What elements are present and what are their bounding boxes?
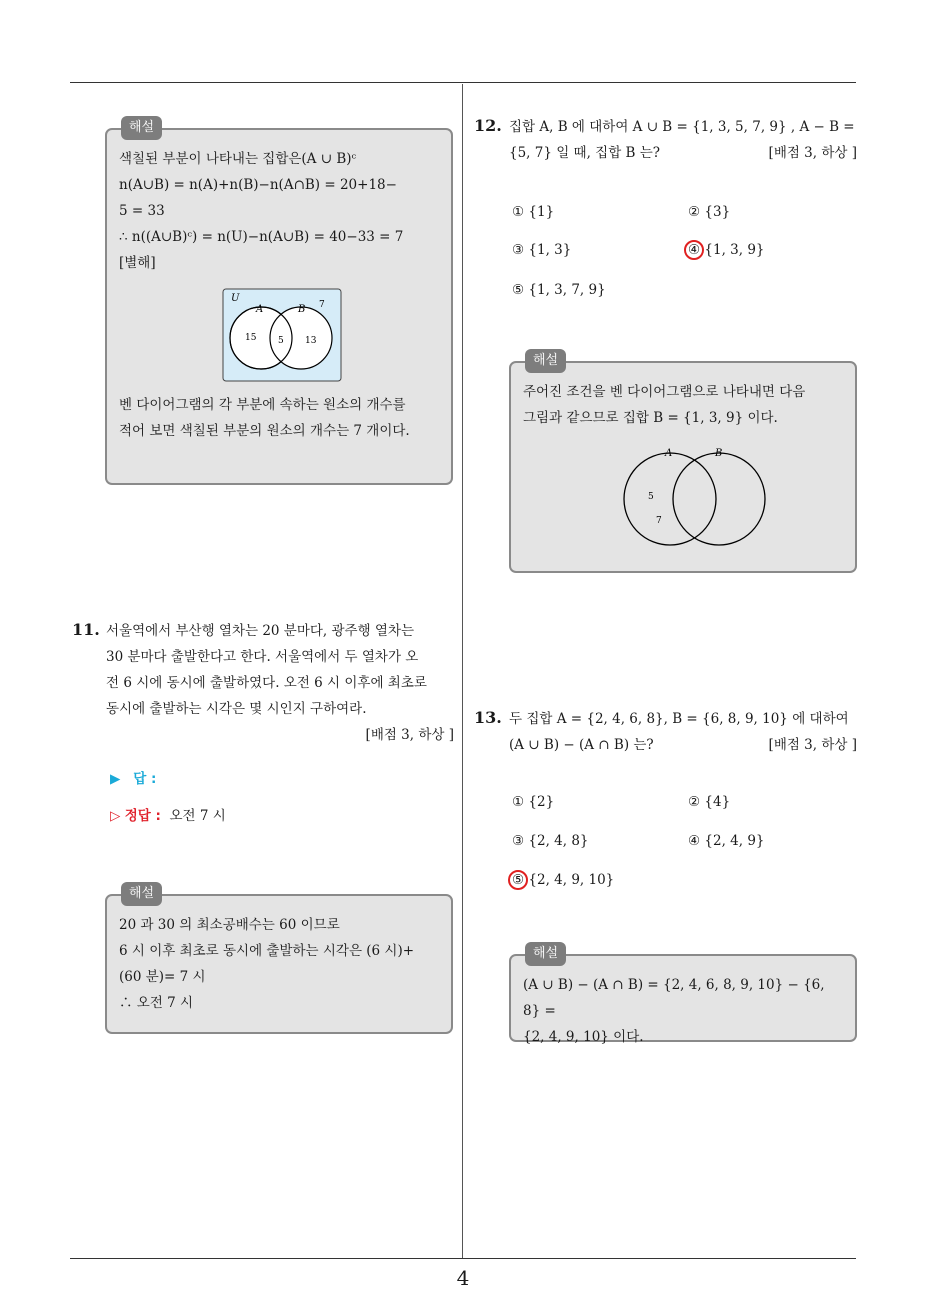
solution-line: (60 분)= 7 시 <box>119 969 206 985</box>
venn-both-value: 5 <box>278 336 284 346</box>
solution-box-10 <box>105 120 453 485</box>
triangle-outline-icon: ▷ <box>110 808 121 824</box>
solution-line: {2, 4, 9, 10} 이다. <box>523 1029 644 1045</box>
choice-4[interactable]: ④ {1, 3, 9} <box>688 242 765 258</box>
solution-line: 5 = 33 <box>119 203 165 219</box>
venn-value: 7 <box>656 516 662 526</box>
venn-label-a: A <box>665 448 673 459</box>
top-rule <box>70 82 856 83</box>
question-score: [배점 3, 하상 ] <box>768 145 857 161</box>
choice-2[interactable]: ② {4} <box>688 794 731 810</box>
venn-label-a: A <box>256 304 264 315</box>
question-number-13: 13. <box>474 708 502 727</box>
question-score: [배점 3, 하상 ] <box>768 737 857 753</box>
correct-answer-label: 정답 : <box>124 808 161 824</box>
solution-line: 적어 보면 색칠된 부분의 원소의 개수는 7 개이다. <box>119 423 410 439</box>
solution-box-12 <box>509 353 857 573</box>
venn-only-a-value: 15 <box>245 333 257 343</box>
question-line: 집합 A, B 에 대하여 A ∪ B = {1, 3, 5, 7, 9} , A − B = <box>509 119 855 135</box>
answer-row <box>110 766 156 792</box>
answer-label: 답 : <box>133 771 157 787</box>
question-line: (A ∪ B) − (A ∩ B) 는? <box>509 737 654 753</box>
solution-line: (A ∪ B) − (A ∩ B) = {2, 4, 6, 8, 9, 10} − {6, 8} = <box>523 977 825 1019</box>
venn-value: 5 <box>648 492 654 502</box>
question-number-11: 11. <box>72 620 100 639</box>
question-line: 서울역에서 부산행 열차는 20 분마다, 광주행 열차는 <box>106 623 415 639</box>
question-line: 30 분마다 출발한다고 한다. 서울역에서 두 열차가 오 <box>106 649 419 665</box>
question-line: 동시에 출발하는 시각은 몇 시인지 구하여라. <box>106 701 367 717</box>
venn-universe-label: U <box>231 293 240 304</box>
choice-1[interactable]: ① {2} <box>512 794 555 810</box>
venn-outside-value: 7 <box>319 300 325 310</box>
choice-4[interactable]: ④ {2, 4, 9} <box>688 833 765 849</box>
solution-tag: 해설 <box>121 882 162 906</box>
solution-line: ∴ 오전 7 시 <box>119 995 194 1011</box>
solution-tag: 해설 <box>525 349 566 373</box>
solution-tag: 해설 <box>121 116 162 140</box>
venn-only-b-value: 13 <box>305 336 317 346</box>
venn-diagram-shaded <box>119 282 443 386</box>
choice-3[interactable]: ③ {2, 4, 8} <box>512 833 589 849</box>
solution-line: 20 과 30 의 최소공배수는 60 이므로 <box>119 917 340 933</box>
solution-line: n(A∪B) = n(A)+n(B)−n(A∩B) = 20+18− <box>119 177 397 193</box>
venn-label-b: B <box>715 448 723 459</box>
question-12-text <box>509 114 857 166</box>
question-11-text <box>106 618 454 748</box>
choice-5[interactable]: ⑤ {1, 3, 7, 9} <box>512 282 606 298</box>
question-number-12: 12. <box>474 116 502 135</box>
venn-diagram <box>523 441 847 551</box>
solution-line: 색칠된 부분이 나타내는 집합은(A ∪ B)ᶜ <box>119 151 357 167</box>
choice-3[interactable]: ③ {1, 3} <box>512 242 572 258</box>
question-line: 두 집합 A = {2, 4, 6, 8}, B = {6, 8, 9, 10} 에 대하여 <box>509 711 849 727</box>
solution-line: 그림과 같으므로 집합 B = {1, 3, 9} 이다. <box>523 410 778 426</box>
solution-line: 6 시 이후 최초로 동시에 출발하는 시각은 (6 시)+ <box>119 943 415 959</box>
venn-label-b: B <box>298 304 306 315</box>
page-number: 4 <box>456 1266 470 1290</box>
choice-1[interactable]: ① {1} <box>512 204 555 220</box>
question-13-text <box>509 706 857 758</box>
choice-5[interactable]: ⑤ {2, 4, 9, 10} <box>512 872 615 888</box>
solution-line: [별해] <box>119 255 156 271</box>
question-score: [배점 3, 하상 ] <box>365 727 454 743</box>
solution-tag: 해설 <box>525 942 566 966</box>
play-icon: ▶ <box>110 771 121 787</box>
solution-line: 벤 다이어그램의 각 부분에 속하는 원소의 개수를 <box>119 397 406 413</box>
choice-2[interactable]: ② {3} <box>688 204 731 220</box>
solution-line: ∴ n((A∪B)ᶜ) = n(U)−n(A∪B) = 40−33 = 7 <box>119 229 404 245</box>
correct-answer-row <box>110 803 226 829</box>
bottom-rule <box>70 1258 856 1259</box>
correct-answer-value: 오전 7 시 <box>169 808 226 824</box>
solution-box-13 <box>509 946 857 1045</box>
question-line: 전 6 시에 동시에 출발하였다. 오전 6 시 이후에 최초로 <box>106 675 427 691</box>
question-line: {5, 7} 일 때, 집합 B 는? <box>509 145 661 161</box>
solution-box-11 <box>105 886 453 1034</box>
solution-line: 주어진 조건을 벤 다이어그램으로 나타내면 다음 <box>523 384 806 400</box>
column-divider <box>462 84 463 1258</box>
